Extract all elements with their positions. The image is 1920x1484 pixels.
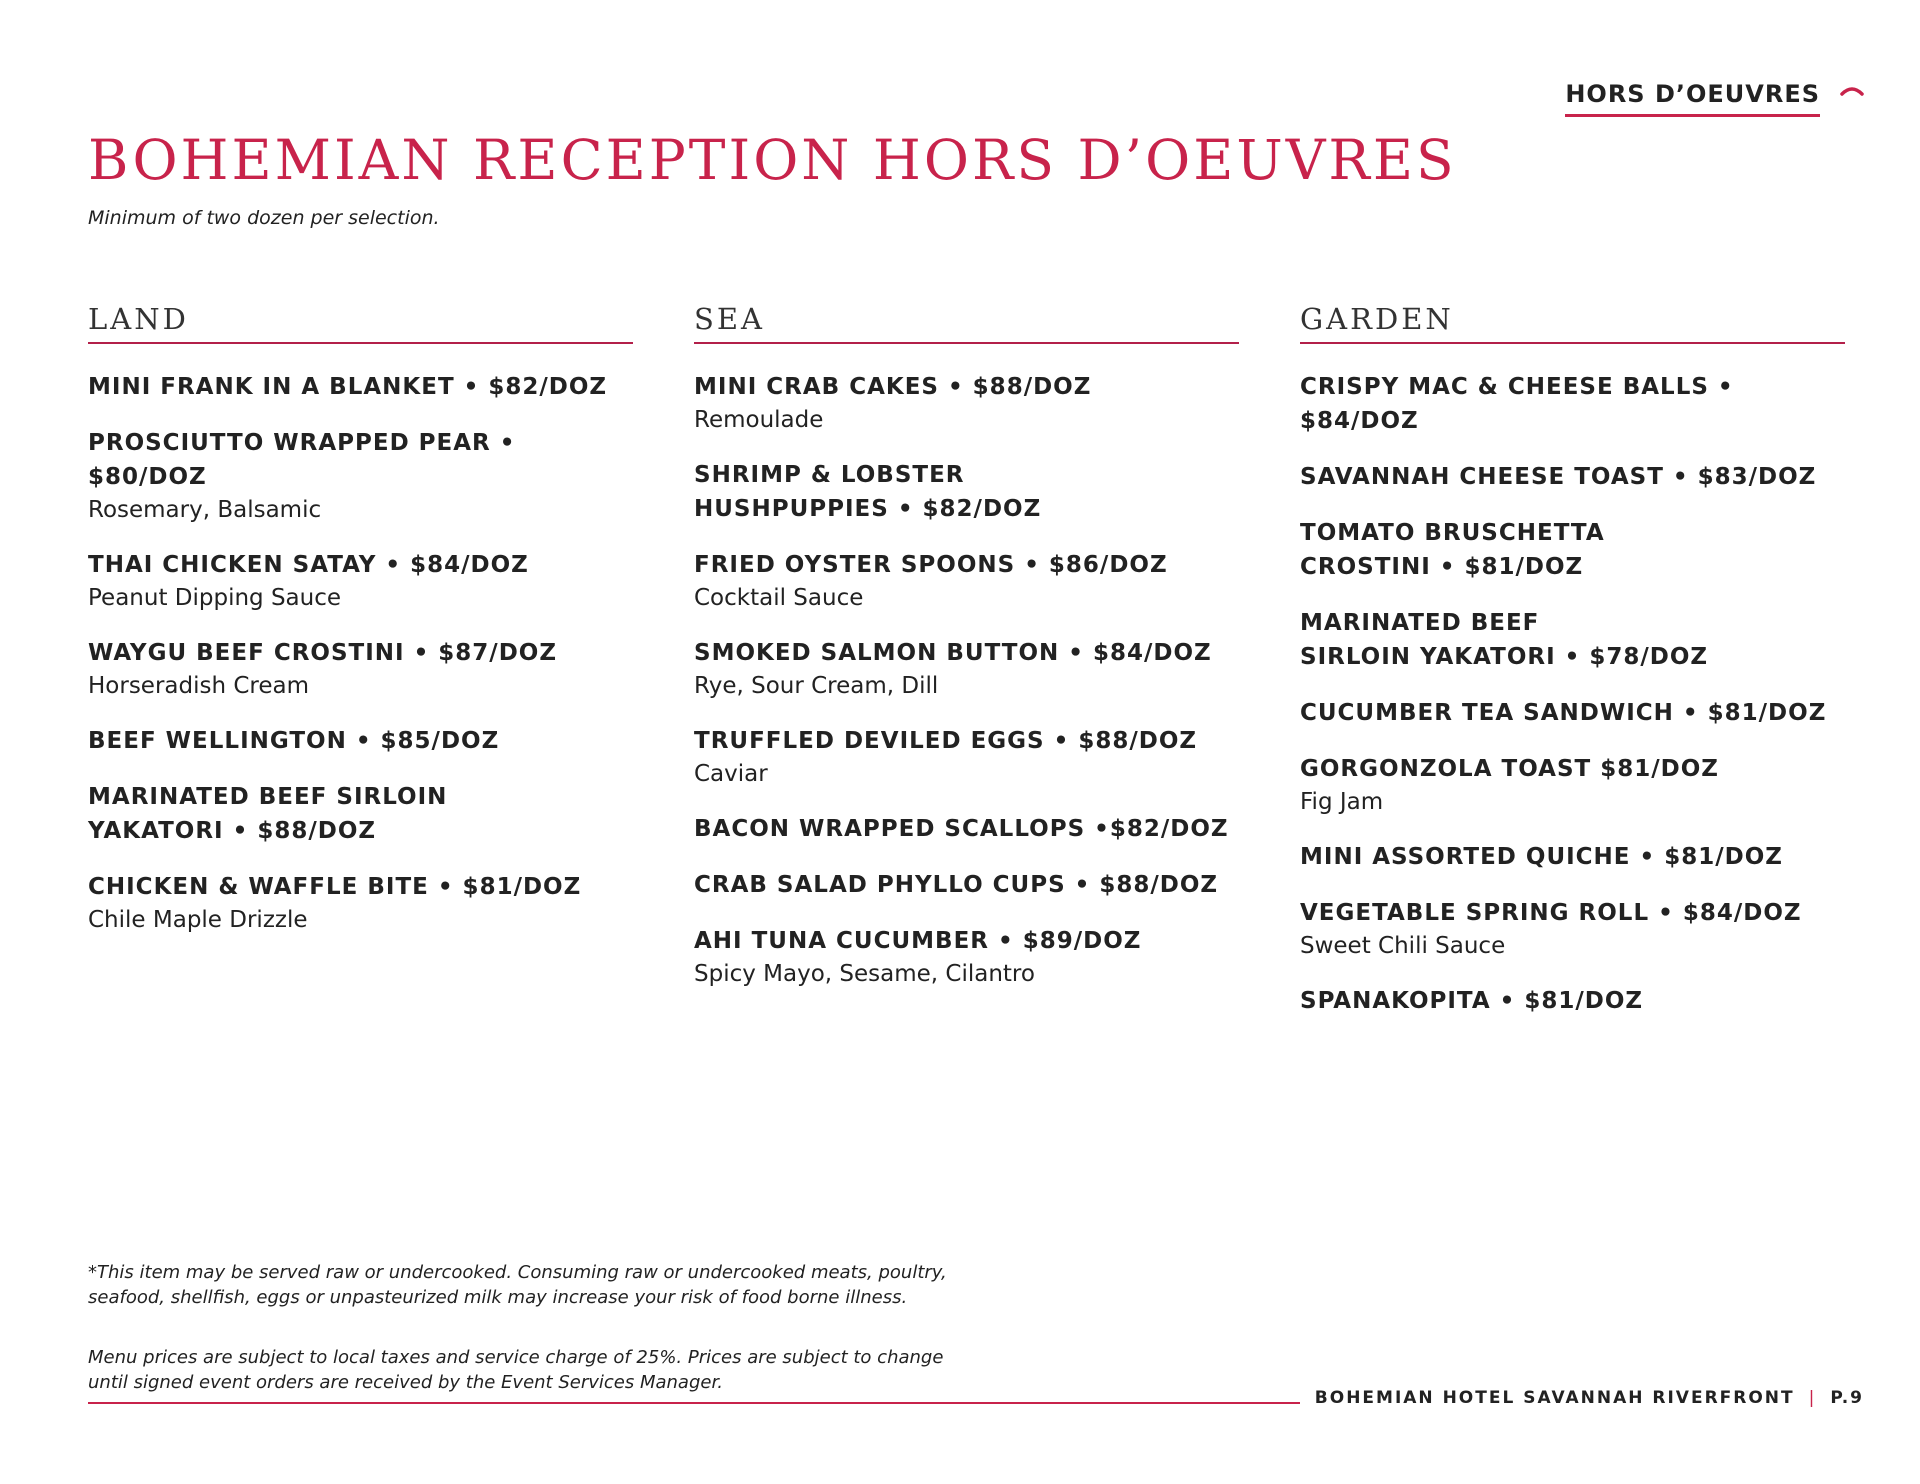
menu-item (694, 370, 1239, 436)
menu-item (1300, 984, 1845, 1018)
menu-item-name: BEEF WELLINGTON • $85/DOZ (88, 728, 500, 754)
menu-item-description: Sweet Chili Sauce (1300, 933, 1506, 959)
menu-item (694, 724, 1239, 790)
page-number: P.9 (1830, 1388, 1864, 1408)
menu-item-description: Peanut Dipping Sauce (88, 585, 342, 611)
menu-item (1300, 370, 1845, 438)
menu-item-name: SAVANNAH CHEESE TOAST • $83/DOZ (1300, 464, 1817, 490)
menu-item (694, 548, 1239, 614)
menu-item-description: Rye, Sour Cream, Dill (694, 673, 939, 699)
menu-item-name: TOMATO BRUSCHETTA CROSTINI • $81/DOZ (1300, 520, 1605, 580)
menu-item (88, 426, 633, 526)
menu-item (1300, 516, 1845, 584)
menu-list (88, 370, 633, 936)
menu-item (694, 868, 1239, 902)
menu-item (88, 636, 633, 702)
pricing-disclaimer: Menu prices are subject to local taxes and service charge of 25%. Prices are subject to change until signed event orders are received by the Event Services Manager. (88, 1347, 944, 1393)
menu-item-name: WAYGU BEEF CROSTINI • $87/DOZ (88, 640, 558, 666)
menu-item-name: GORGONZOLA TOAST $81/DOZ (1300, 756, 1719, 782)
menu-list (1300, 370, 1845, 1018)
menu-item-description: Horseradish Cream (88, 673, 310, 699)
section-heading: SEA (694, 302, 1239, 344)
footer-separator: | (1808, 1388, 1817, 1408)
section-garden (1300, 302, 1845, 1040)
page-title: BOHEMIAN RECEPTION HORS D’OEUVRES (88, 128, 1457, 192)
menu-item (694, 924, 1239, 990)
menu-item (1300, 752, 1845, 818)
menu-item-name: FRIED OYSTER SPOONS • $86/DOZ (694, 552, 1168, 578)
menu-item (694, 812, 1239, 846)
menu-item-name: MINI CRAB CAKES • $88/DOZ (694, 374, 1092, 400)
menu-item (694, 458, 1239, 526)
menu-item-name: TRUFFLED DEVILED EGGS • $88/DOZ (694, 728, 1198, 754)
menu-item-description: Remoulade (694, 407, 824, 433)
menu-item-name: MINI ASSORTED QUICHE • $81/DOZ (1300, 844, 1783, 870)
menu-item-description: Caviar (694, 761, 768, 787)
top-nav (1565, 80, 1864, 117)
menu-item-name: SPANAKOPITA • $81/DOZ (1300, 988, 1644, 1014)
section-heading: GARDEN (1300, 302, 1845, 344)
menu-item (1300, 896, 1845, 962)
menu-item (1300, 696, 1845, 730)
menu-item-name: VEGETABLE SPRING ROLL • $84/DOZ (1300, 900, 1802, 926)
menu-item-name: CHICKEN & WAFFLE BITE • $81/DOZ (88, 874, 582, 900)
menu-item-description: Cocktail Sauce (694, 585, 864, 611)
menu-item-name: SMOKED SALMON BUTTON • $84/DOZ (694, 640, 1212, 666)
menu-item (88, 780, 633, 848)
menu-item-name: AHI TUNA CUCUMBER • $89/DOZ (694, 928, 1142, 954)
menu-item-description: Chile Maple Drizzle (88, 907, 308, 933)
menu-item (1300, 460, 1845, 494)
chevron-up-icon[interactable] (1840, 82, 1864, 106)
menu-item-name: MARINATED BEEF SIRLOIN YAKATORI • $88/DOZ (88, 784, 448, 844)
footer-divider (88, 1402, 1300, 1404)
section-heading: LAND (88, 302, 633, 344)
section-land (88, 302, 633, 958)
menu-item-name: MINI FRANK IN A BLANKET • $82/DOZ (88, 374, 608, 400)
nav-link-hors-doeuvres[interactable]: HORS D’OEUVRES (1565, 80, 1820, 117)
menu-item (1300, 606, 1845, 674)
menu-item (1300, 840, 1845, 874)
menu-item-description: Fig Jam (1300, 789, 1384, 815)
menu-list (694, 370, 1239, 990)
menu-item-description: Spicy Mayo, Sesame, Cilantro (694, 961, 1035, 987)
menu-item-description: Rosemary, Balsamic (88, 497, 322, 523)
menu-item (694, 636, 1239, 702)
menu-item-name: CUCUMBER TEA SANDWICH • $81/DOZ (1300, 700, 1827, 726)
menu-item-name: CRAB SALAD PHYLLO CUPS • $88/DOZ (694, 872, 1219, 898)
menu-item-name: PROSCIUTTO WRAPPED PEAR • $80/DOZ (88, 430, 516, 490)
chevron-up-svg (1840, 82, 1864, 106)
menu-item-name: THAI CHICKEN SATAY • $84/DOZ (88, 552, 529, 578)
menu-item (88, 724, 633, 758)
menu-item-name: MARINATED BEEF SIRLOIN YAKATORI • $78/DOZ (1300, 610, 1709, 670)
menu-item (88, 870, 633, 936)
menu-item-name: BACON WRAPPED SCALLOPS •$82/DOZ (694, 816, 1229, 842)
footer-info (1315, 1388, 1864, 1408)
menu-item (88, 370, 633, 404)
raw-food-disclaimer: *This item may be served raw or undercooked. Consuming raw or undercooked meats, poultry, seafood, shellfish, eggs or unpasteurized milk may increase your risk of food borne illness. (88, 1262, 947, 1308)
section-sea (694, 302, 1239, 1012)
page-subtitle: Minimum of two dozen per selection. (88, 207, 440, 229)
menu-item (88, 548, 633, 614)
hotel-name: BOHEMIAN HOTEL SAVANNAH RIVERFRONT (1314, 1388, 1795, 1408)
menu-item-name: CRISPY MAC & CHEESE BALLS • $84/DOZ (1300, 374, 1734, 434)
menu-item-name: SHRIMP & LOBSTER HUSHPUPPIES • $82/DOZ (694, 462, 1042, 522)
